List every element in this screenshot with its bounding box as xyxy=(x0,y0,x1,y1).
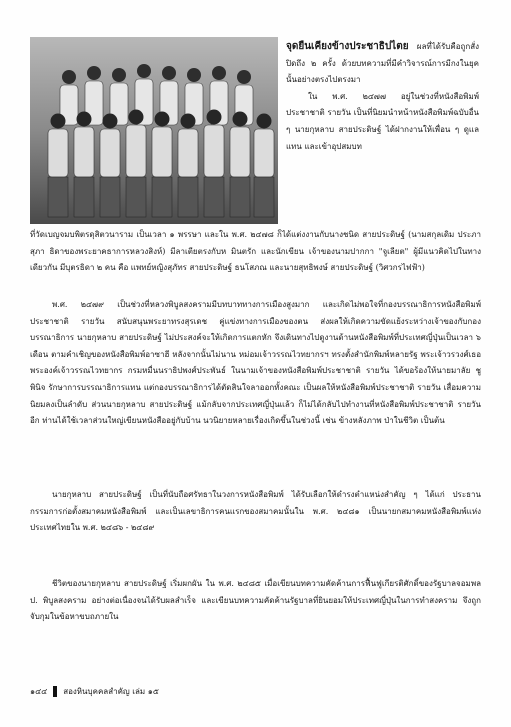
page-number: ๑๔๔ xyxy=(30,686,48,696)
group-photo xyxy=(30,37,278,224)
body-paragraph-3 xyxy=(30,576,481,642)
footer-title: สองหินบุคคลสำคัญ เล่ม ๑๕ xyxy=(63,686,159,696)
body-paragraph-3-text: ชีวิตของนายกุหลาบ สายประดิษฐ์ เริ่มผกผัน ใน พ.ศ. ๒๔๘๕ เมื่อเขียนบทความคัดค้านการฟื้นฟูเกียรติศักดิ์ของรัฐบาลจอมพล ป. พิบูลสงคราม อย่างต่อเนื่องจนได้รับผลสำเร็จ และเขียนบทความคัดค้านรัฐบาลที่ยินยอมให้ประเทศญี่ปุ่นในการทำสงคราม จึงถูกจับกุมในข้อหาขบถภายใน xyxy=(30,579,481,622)
intro-paragraph-2: ใน พ.ศ. ๒๔๗๗ อยู่ในช่วงที่หนังสือพิมพ์ประชาชาติ รายวัน เป็นที่นิยมนำหน้าหนังสือพิมพ์ฉบับอื่น ๆ นายกุหลาบ สายประดิษฐ์ ได้ฝากงานให้เพื่อน ๆ ดูแลแทน และเข้าอุปสมบท xyxy=(286,91,479,151)
page-footer xyxy=(30,684,159,698)
continued-paragraph: ที่วัดเบญจมบพิตรดุสิตวนาราม เป็นเวลา ๑ พรรษา และใน พ.ศ. ๒๔๗๘ ก็ได้แต่งงานกับนางชนิด สายประดิษฐ์ (นามสกุลเดิม ประภาสุภา ธิดาของพระยาคธาการหลวงสิงห์) มีลาเตียตรงกับห มินตรัก และนักเขียน เจ้าของนามปากกา "จูเลียต" ผู้มีแนวคิดไปในทางเดียวกัน มีบุตรธิดา ๒ คน คือ แพทย์หญิงสุภัทร สายประดิษฐ์ ธนโสภณ และนายสุทธิพงษ์ สายประดิษฐ์ (วิศวกรไฟฟ้า) xyxy=(30,230,481,273)
body-paragraph-2 xyxy=(30,487,481,571)
intro-lead: จุดยืนเคียงข้างประชาธิปไตย xyxy=(286,41,409,52)
group-photo-icon xyxy=(30,37,278,224)
intro-paragraph xyxy=(286,39,479,227)
intro-text: ผลที่ได้รับคือถูกสั่งปิดถึง ๒ ครั้ง ด้วยบทความที่มีคำวิจารณ์การมีกงในยุคนั้นอย่างตรงไปตรงมา xyxy=(286,42,479,85)
body-paragraph-1 xyxy=(30,297,481,483)
footer-divider xyxy=(53,686,57,697)
body-paragraph-2-text: นายกุหลาบ สายประดิษฐ์ เป็นที่นับถือศรัทธาในวงการหนังสือพิมพ์ ได้รับเลือกให้ดำรงตำแหน่งสำคัญ ๆ ได้แก่ ประธานกรรมการก่อตั้งสมาคมหนังสือพิมพ์ และเป็นเลขาธิการคนแรกของสมาคมนั้นใน พ.ศ. ๒๔๘๑ เป็นนายกสมาคมหนังสือพิมพ์แห่งประเทศไทยใน พ.ศ. ๒๔๘๖ - ๒๔๘๙ xyxy=(30,490,481,533)
body-paragraph-1-text: พ.ศ. ๒๔๗๙ เป็นช่วงที่หลวงพิบูลสงครามมีบทบาททางการเมืองสูงมาก และเกิดไม่พอใจที่กองบรรณาธิการหนังสือพิมพ์ประชาชาติ รายวัน สนับสนุนพระยาทรงสุรเดช คู่แข่งทางการเมืองของตน ส่งผลให้เกิดความขัดแย้งระหว่างเจ้าของกับกองบรรณาธิการ นายกุหลาบ สายประดิษฐ์ ไม่ประสงค์จะให้เกิดการแตกหัก จึงเดินทางไปดูงานด้านหนังสือพิมพ์ที่ประเทศญี่ปุ่นเป็นเวลา ๖ เดือน ตามคำเชิญของหนังสือพิมพ์อาซาฮี หลังจากนั้นไม่นาน หม่อมเจ้าวรรณไวทยากรฯ ทรงตั้งสำนักพิมพ์หลายรัฐ พระเจ้าวรวงศ์เธอ พระองค์เจ้าวรรณไวทยากร กรมหมื่นนราธิปพงศ์ประพันธ์ ในนามเจ้าของหนังสือพิมพ์ประชาชาติ รายวัน ได้ขอร้องให้นายมาลัย ชูพินิจ รักษาการบรรณาธิการแทน แต่กองบรรณาธิการได้ตัดสินใจลาออกทั้งคณะ เป็นผลให้หนังสือพิมพ์ประชาชาติ รายวัน เสื่อมความนิยมลงเป็นลำดับ ส่วนนายกุหลาบ สายประดิษฐ์ แม้กลับจากประเทศญี่ปุ่นแล้ว ก็ไม่ได้กลับไปทำงานที่หนังสือพิมพ์ประชาชาติ รายวัน อีก ท่านได้ใช้เวลาส่วนใหญ่เขียนหนังสืออยู่กับบ้าน นวนิยายหลายเรื่องเกิดขึ้นในช่วงนี้ เช่น ข้างหลังภาพ ป่าในชีวิต เป็นต้น xyxy=(30,300,481,426)
